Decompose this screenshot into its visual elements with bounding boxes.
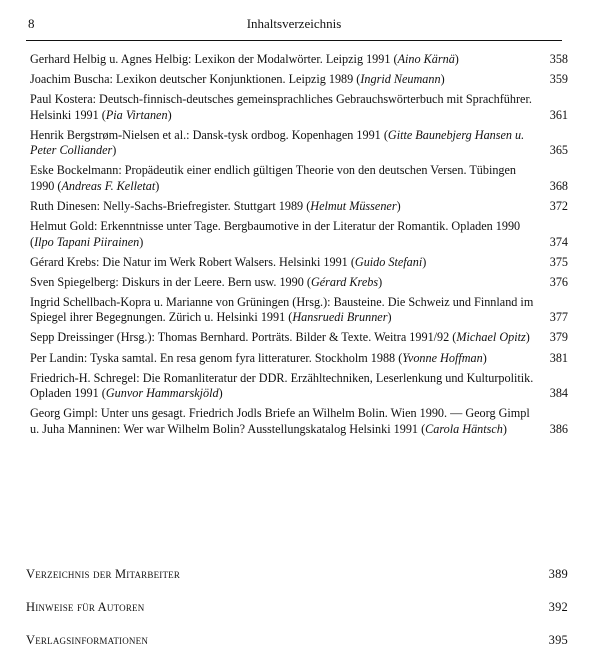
- toc-sections: [26, 566, 568, 665]
- entry-page-number: 368: [549, 178, 568, 193]
- entry-title: Gérard Krebs: Die Natur im Werk Robert Walsers. Helsinki 1991: [30, 254, 348, 269]
- section-page-number: 389: [548, 567, 568, 581]
- entry-page-number: 358: [549, 52, 568, 66]
- section-label: Hinweise für Autoren: [26, 600, 145, 614]
- entry-reviewer: Aino Kärnä: [397, 52, 455, 66]
- toc-section: [26, 566, 568, 582]
- entry-page-number: 381: [549, 350, 568, 365]
- toc-entry: [30, 295, 568, 326]
- entry-reviewer: Carola Häntsch: [425, 421, 503, 436]
- entry-reviewer: Andreas F. Kelletat: [61, 178, 156, 193]
- toc-entry: [30, 163, 568, 194]
- toc-section: [26, 599, 568, 615]
- entry-page-number: 375: [549, 254, 568, 269]
- toc-entry: [30, 255, 568, 271]
- entry-title: Joachim Buscha: Lexikon deutscher Konjunktionen. Leipzig 1989: [30, 72, 354, 87]
- entry-text: Paul Kostera: Deutsch-finnisch-deutsches gemeinsprachliches Gebrauchswörterbuch mit Sprachführer. Helsinki 1991 (Pia Virtanen): [30, 92, 532, 122]
- section-label: Verzeichnis der Mitarbeiter: [26, 567, 181, 581]
- entry-page-number: 376: [549, 274, 568, 289]
- entry-title: Friedrich-H. Schregel: Die Romanliteratur der DDR. Erzähltechniken, Leserlenkung und Kulturpolitik. Opladen 1991: [30, 370, 534, 401]
- entry-reviewer: Michael Opitz: [456, 330, 526, 345]
- entry-text: Per Landin: Tyska samtal. En resa genom fyra litteraturer. Stockholm 1988 (Yvonne Hoffman): [30, 350, 487, 365]
- entry-title: Paul Kostera: Deutsch-finnisch-deutsches gemeinsprachliches Gebrauchswörterbuch mit Sprachführer. Helsinki 1991: [30, 92, 532, 122]
- entry-title: Helmut Gold: Erkenntnisse unter Tage. Bergbaumotive in der Literatur der Romantik. Opladen 1990: [30, 219, 521, 234]
- running-title: Inhaltsverzeichnis: [246, 16, 342, 31]
- toc-entry: [30, 330, 568, 346]
- entry-page-number: 384: [549, 386, 568, 401]
- toc-entry: [30, 275, 568, 291]
- entry-page-number: 377: [549, 310, 568, 325]
- entry-text: Sepp Dreissinger (Hrsg.): Thomas Bernhard. Porträts. Bilder & Texte. Weitra 1991/92 (Michael Opitz): [30, 330, 530, 345]
- section-page-number: 395: [548, 633, 568, 647]
- entry-reviewer: Helmut Müssener: [310, 198, 397, 213]
- header-rule: [26, 40, 562, 41]
- section-page-number: 392: [548, 600, 568, 614]
- entry-page-number: 372: [549, 198, 568, 213]
- entry-reviewer: Gérard Krebs: [310, 274, 379, 289]
- entry-page-number: 379: [549, 330, 568, 345]
- page-number: 8: [28, 16, 35, 31]
- entry-title: Ingrid Schellbach-Kopra u. Marianne von Grüningen (Hrsg.): Bausteine. Die Schweiz und Finnland im Spiegel ihrer Begegnungen. Zürich u. Helsinki 1991: [30, 294, 534, 325]
- entry-reviewer: Yvonne Hoffman: [402, 350, 483, 365]
- entry-text: Henrik Bergstrøm-Nielsen et al.: Dansk-tysk ordbog. Kopenhagen 1991 (Gitte Baunebjerg Hansen u. Peter Colliander): [30, 127, 525, 158]
- toc-entries: [30, 52, 568, 442]
- toc-entry: [30, 406, 568, 437]
- entry-text: Gérard Krebs: Die Natur im Werk Robert Walsers. Helsinki 1991 (Guido Stefani): [30, 254, 427, 269]
- toc-entry: [30, 52, 568, 68]
- entry-title: Sven Spiegelberg: Diskurs in der Leere. Bern usw. 1990: [30, 274, 304, 289]
- toc-entry: [30, 128, 568, 159]
- entry-text: Sven Spiegelberg: Diskurs in der Leere. Bern usw. 1990 (Gérard Krebs): [30, 274, 383, 289]
- entry-title: Sepp Dreissinger (Hrsg.): Thomas Bernhard. Porträts. Bilder & Texte. Weitra 1991/92: [30, 330, 450, 345]
- entry-reviewer: Ingrid Neumann: [360, 72, 441, 87]
- entry-reviewer: Ilpo Tapani Piirainen: [34, 234, 140, 249]
- entry-text: Joachim Buscha: Lexikon deutscher Konjunktionen. Leipzig 1989 (Ingrid Neumann): [30, 72, 445, 87]
- entry-reviewer: Guido Stefani: [354, 254, 423, 269]
- entry-text: Georg Gimpl: Unter uns gesagt. Friedrich Jodls Briefe an Wilhelm Bolin. Wien 1990. — Georg Gimpl u. Juha Manninen: Wer war Wilhelm Bolin? Ausstellungskatalog Helsinki 1991 (Carola Häntsch): [30, 406, 530, 436]
- toc-entry: [30, 371, 568, 402]
- entry-text: Ingrid Schellbach-Kopra u. Marianne von Grüningen (Hrsg.): Bausteine. Die Schweiz und Finnland im Spiegel ihrer Begegnungen. Zürich u. Helsinki 1991 (Hansruedi Brunner): [30, 294, 534, 325]
- toc-entry: [30, 199, 568, 215]
- entry-text: Helmut Gold: Erkenntnisse unter Tage. Bergbaumotive in der Literatur der Romantik. Opladen 1990 (Ilpo Tapani Piirainen): [30, 219, 521, 249]
- entry-title: Georg Gimpl: Unter uns gesagt. Friedrich Jodls Briefe an Wilhelm Bolin. Wien 1990. — Georg Gimpl u. Juha Manninen: Wer war Wilhelm Bolin? Ausstellungskatalog Helsinki 1991: [30, 406, 530, 436]
- entry-page-number: 386: [549, 421, 568, 436]
- entry-title: Gerhard Helbig u. Agnes Helbig: Lexikon der Modalwörter. Leipzig 1991: [30, 52, 391, 66]
- section-label: Verlagsinformationen: [26, 633, 149, 647]
- entry-page-number: 359: [549, 72, 568, 87]
- entry-text: Eske Bockelmann: Propädeutik einer endlich gültigen Theorie von den deutschen Versen. Tübingen 1990 (Andreas F. Kelletat): [30, 163, 517, 193]
- toc-section: [26, 632, 568, 648]
- toc-entry: [30, 92, 568, 123]
- entry-text: Friedrich-H. Schregel: Die Romanliteratur der DDR. Erzähltechniken, Leserlenkung und Kulturpolitik. Opladen 1991 (Gunvor Hammarskjöld): [30, 370, 534, 401]
- page-header: [28, 16, 560, 36]
- toc-entry: [30, 219, 568, 250]
- entry-text: Ruth Dinesen: Nelly-Sachs-Briefregister. Stuttgart 1989 (Helmut Müssener): [30, 198, 401, 213]
- entry-page-number: 365: [549, 143, 568, 158]
- toc-entry: [30, 351, 568, 367]
- entry-text: Gerhard Helbig u. Agnes Helbig: Lexikon der Modalwörter. Leipzig 1991 (Aino Kärnä): [30, 52, 459, 66]
- entry-reviewer: Hansruedi Brunner: [292, 310, 388, 325]
- entry-title: Henrik Bergstrøm-Nielsen et al.: Dansk-tysk ordbog. Kopenhagen 1991: [30, 127, 381, 142]
- entry-page-number: 374: [549, 234, 568, 249]
- toc-entry: [30, 72, 568, 88]
- entry-title: Per Landin: Tyska samtal. En resa genom fyra litteraturer. Stockholm 1988: [30, 350, 396, 365]
- entry-page-number: 361: [549, 107, 568, 122]
- entry-reviewer: Gunvor Hammarskjöld: [105, 386, 219, 401]
- entry-title: Eske Bockelmann: Propädeutik einer endlich gültigen Theorie von den deutschen Versen. Tübingen 1990: [30, 163, 517, 193]
- entry-reviewer: Gitte Baunebjerg Hansen u. Peter Colliander: [30, 127, 525, 158]
- entry-title: Ruth Dinesen: Nelly-Sachs-Briefregister. Stuttgart 1989: [30, 198, 304, 213]
- entry-reviewer: Pia Virtanen: [105, 107, 168, 122]
